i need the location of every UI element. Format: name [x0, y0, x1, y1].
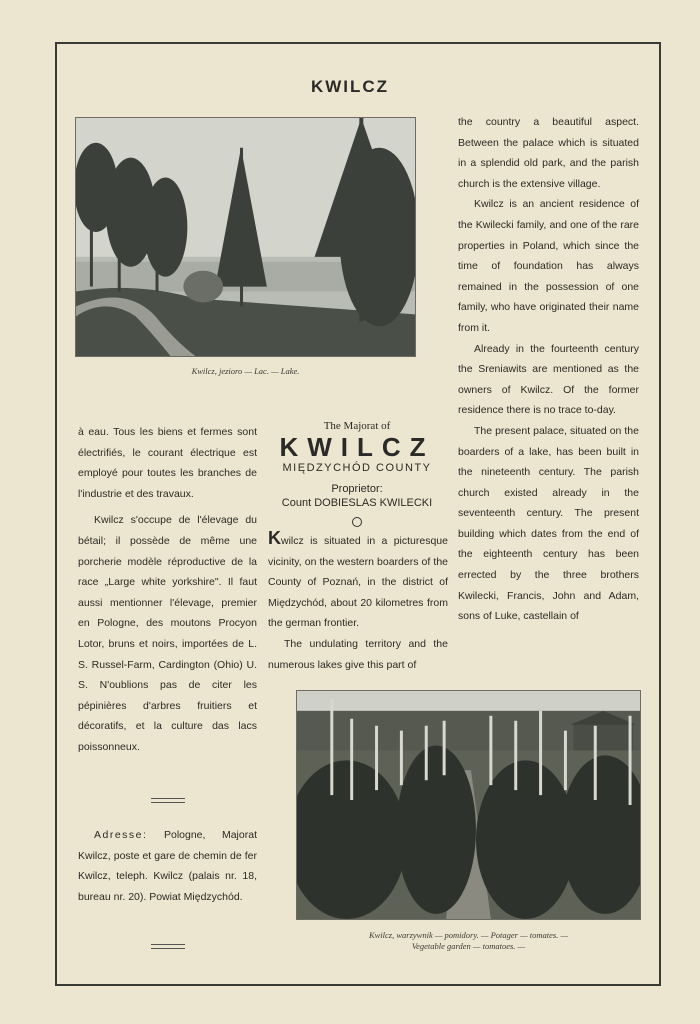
right-paragraph: the country a beautiful aspect. Between the palace which is situated in a splendid old park, and the parish church is the extensive village. — [458, 116, 639, 190]
address-label: Adresse: — [94, 829, 148, 841]
garden-caption-line-2: Vegetable garden — tomatoes. — — [411, 941, 526, 951]
center-proprietor-name: Count DOBIESLAS KWILECKI — [281, 497, 433, 509]
lake-photo — [75, 117, 416, 357]
right-column — [458, 112, 639, 627]
center-heading-small: The Majorat of — [323, 420, 391, 432]
right-paragraph: Kwilcz is an ancient residence of the Kwilecki family, and one of the rare properties in Poland, which since the time of foundation has always remained in the possession of one family, who have originated their name from it. — [458, 198, 639, 334]
left-column — [78, 422, 257, 758]
center-paragraph-1: wilcz is situated in a picturesque vicinity, on the western boarders of the County of Poznań, in the district of Międzychód, about 20 kilometres from the german frontier. — [268, 535, 448, 630]
center-paragraph-2: The undulating territory and the numerous lakes give this part of — [268, 637, 448, 671]
ornament-ring-icon — [352, 517, 362, 527]
center-county: MIĘDZYCHÓD COUNTY — [282, 462, 432, 474]
left-paragraph: Kwilcz s'occupe de l'élevage du bétail; il possède de même une porcherie modèle réproductive de la race „Large white yorkshire". Il faut aussi mentionner l'élevage, premier en Pologne, des moutons Procyon Lotor, bruns et noirs, importées de L. S. Russel-Farm, Cardington (Ohio) U. S. N'oublions pas de citer les pépinières d'arbres fruitiers et décoratifs, et la culture das lacs poissonneux. — [78, 514, 257, 753]
center-heading-big: KWILCZ — [279, 432, 435, 462]
address-block — [78, 825, 257, 907]
left-divider-1 — [151, 798, 185, 803]
lake-illustration — [76, 118, 415, 356]
right-paragraph: The present palace, situated on the boarders of a lake, has been built in the nineteenth century. The parish church existed already in the seventeenth century. The present building which dates from the end of the eighteenth century has been errected by the three brothers Kwilecki, Francis, John and Adam, sons of Luke, castellain of — [458, 424, 639, 623]
page-title: KWILCZ — [310, 77, 390, 96]
left-divider-2 — [151, 944, 185, 949]
drop-cap: K — [268, 528, 281, 548]
left-paragraph: à eau. Tous les biens et fermes sont électrifiés, le courant électrique est employé pour toutes les branches de l'industrie et des travaux. — [78, 426, 257, 500]
garden-photo — [296, 690, 641, 920]
center-proprietor-label: Proprietor: — [331, 483, 383, 495]
lake-caption: Kwilcz, jezioro — Lac. — Lake. — [191, 366, 300, 376]
address-text: Pologne, Majorat Kwilcz, poste et gare de chemin de fer Kwilcz, teleph. Kwilcz (palais nr. 18, bureau nr. 20). Powiat Międzychód. — [78, 829, 257, 903]
garden-caption-line-1: Kwilcz, warzywnik — pomidory. — Potager — tomates. — — [368, 930, 569, 940]
garden-illustration — [297, 691, 640, 919]
right-paragraph: Already in the fourteenth century the Sreniawits are mentioned as the owners of Kwilcz. Of the former residence there is no trace to-day. — [458, 342, 639, 417]
center-text — [268, 528, 448, 675]
